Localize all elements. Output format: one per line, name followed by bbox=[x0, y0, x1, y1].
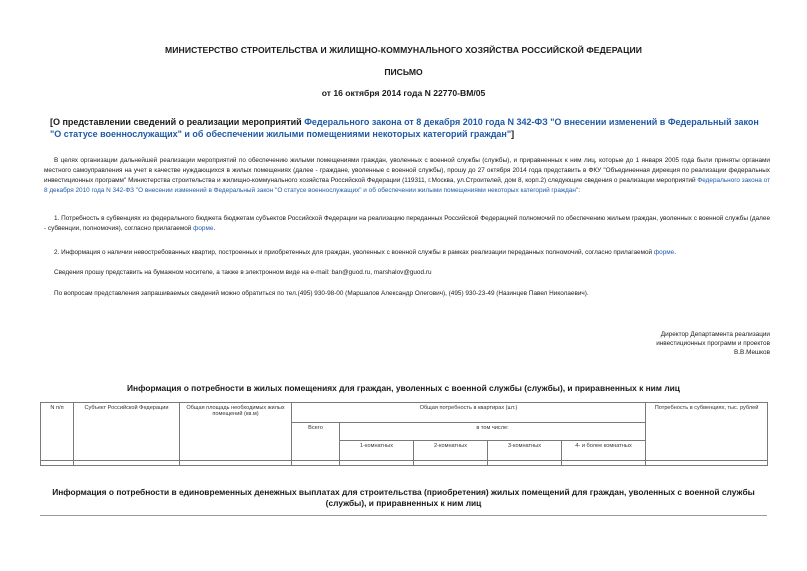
table-cell bbox=[292, 461, 340, 466]
table1-header-1room: 1-комнатных bbox=[340, 441, 414, 461]
table-cell bbox=[74, 461, 180, 466]
paragraph-intro-text: В целях организации дальнейшей реализации мероприятий по обеспечению жилыми помещениями граждан, уволенных с военной службы (службы), и приравненных к ним лиц, которые до 1 января 2005 года были приняты органами местного самоуправления на учет в качестве нуждающихся в жилых помещениях (далее - граждане, уволенные с военной службы), прошу до 27 октября 2014 года представить в ФКУ "Объединенная дирекция по реализации федеральных инвестиционных программ" Министерства строительства и жилищно-коммунального хозяйства Российской Федерации (119311, г.Москва, ул.Строителей, дом 8, корп.2) следующие сведения о реализации мероприятий bbox=[44, 157, 770, 184]
item-2-form-link[interactable]: форме bbox=[653, 249, 675, 256]
intro-law-link[interactable]: Федерального закона от 8 декабря 2010 года N 342-ФЗ "О внесении изменений в Федеральный закон "О статусе военнослужащих" и об обеспечении жилыми помещениями некоторых категорий граждан" bbox=[44, 177, 770, 194]
table1-header-need: Общая потребность в квартирах (шт.) bbox=[292, 403, 646, 423]
paragraph-intro bbox=[44, 156, 770, 196]
table1-header-subject: Субъект Российской Федерации bbox=[74, 403, 180, 461]
signature-line-1: Директор Департамента реализации bbox=[660, 331, 770, 338]
table-cell bbox=[562, 461, 646, 466]
signature-name: В.В.Мешков bbox=[734, 349, 770, 356]
table-cell bbox=[340, 461, 414, 466]
subject-law-link[interactable]: Федерального закона от 8 декабря 2010 года N 342-ФЗ "О внесении изменений в Федеральный закон "О статусе военнослужащих" и об обеспечении жилыми помещениями некоторых категорий граждан" bbox=[50, 117, 759, 139]
table1-header-including: в том числе: bbox=[340, 423, 646, 441]
table-cell bbox=[646, 461, 768, 466]
item-1-form-link[interactable]: форме bbox=[193, 225, 214, 232]
signature-line-2: инвестиционных программ и проектов bbox=[656, 340, 770, 347]
table1-title: Информация о потребности в жилых помещениях для граждан, уволенных с военной службы (службы), и приравненных к ним лиц bbox=[127, 383, 680, 393]
table-cell bbox=[414, 461, 488, 466]
table1-header-4room: 4- и более комнатных bbox=[562, 441, 646, 461]
paragraph-item-1 bbox=[44, 214, 770, 234]
table1-header-number: N п/п bbox=[41, 403, 74, 461]
table1-header-area: Общая площадь необходимых жилых помещений (кв.м) bbox=[180, 403, 292, 461]
paragraph-intro-end: : bbox=[578, 187, 581, 194]
table1-header-subvention: Потребность в субвенциях, тыс. рублей bbox=[646, 403, 768, 461]
ministry-heading: МИНИСТЕРСТВО СТРОИТЕЛЬСТВА И ЖИЛИЩНО-КОММУНАЛЬНОГО ХОЗЯЙСТВА РОССИЙСКОЙ ФЕДЕРАЦИИ bbox=[164, 45, 643, 55]
subject-suffix: ] bbox=[511, 129, 515, 139]
paragraph-email: Сведения прошу представить на бумажном носителе, а также в электронном виде на e-mail: ban@guod.ru, marshalov@guod.ru bbox=[54, 269, 432, 276]
paragraph-contacts: По вопросам представления запрашиваемых сведений можно обратиться по тел.(495) 930-98-00 (Маршалов Александр Олегович), (495) 930-23-49 (Назинцев Павел Николаевич). bbox=[54, 290, 589, 297]
item-2-end: . bbox=[674, 249, 676, 256]
paragraph-item-2 bbox=[44, 248, 770, 258]
table-cell bbox=[41, 461, 74, 466]
subject-prefix: [О представлении сведений о реализации мероприятий bbox=[50, 117, 305, 127]
item-1-text: 1. Потребность в субвенциях из федерального бюджета бюджетам субъектов Российской Федерации на реализацию переданных Российской Федерацией полномочий по обеспечению жильем граждан, уволенных с военной службы (далее - субвенции, полномочия), согласно прилагаемой bbox=[44, 215, 770, 232]
divider bbox=[40, 515, 767, 516]
item-1-end: . bbox=[213, 225, 216, 232]
signature-block bbox=[656, 330, 770, 357]
table1-header-3room: 3-комнатных bbox=[488, 441, 562, 461]
table-cell bbox=[180, 461, 292, 466]
table-cell bbox=[488, 461, 562, 466]
table1-header-total: Всего bbox=[292, 423, 340, 461]
table1-header-2room: 2-комнатных bbox=[414, 441, 488, 461]
document-type: ПИСЬМО bbox=[384, 67, 423, 77]
housing-need-table bbox=[40, 402, 768, 466]
document-subject bbox=[50, 116, 770, 140]
document-date-number: от 16 октября 2014 года N 22770-ВМ/05 bbox=[321, 88, 486, 98]
table2-title: Информация о потребности в единовременных денежных выплатах для строительства (приобретения) жилых помещений для граждан, уволенных с военной службы (службы), и приравненных к ним лиц bbox=[52, 487, 755, 508]
item-2-text: 2. Информация о наличии невостребованных квартир, построенных и приобретенных для граждан, уволенных с военной службы в рамках реализации переданных полномочий, согласно прилагаемой bbox=[54, 249, 654, 256]
